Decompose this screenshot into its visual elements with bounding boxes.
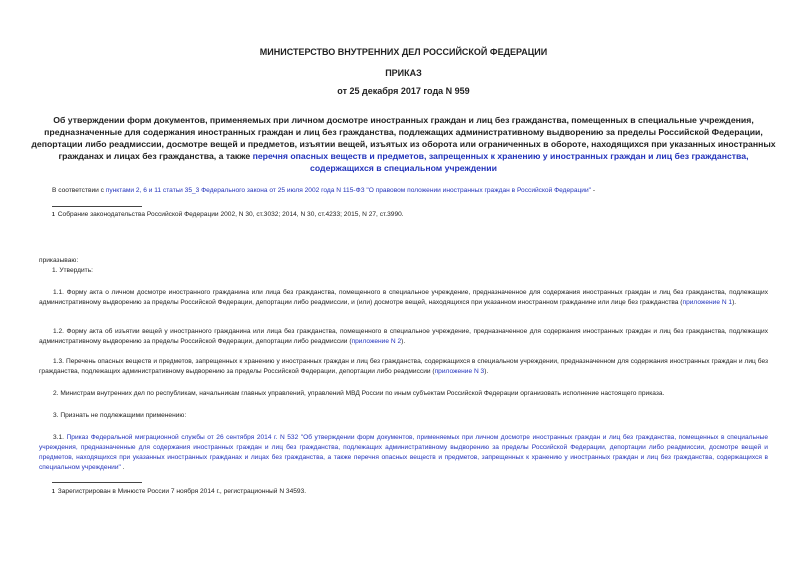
footnote-1-text: Собрание законодательства Российской Федерации 2002, N 30, ст.3032; 2014, N 30, ст.4233; 2015, N 27, ст.3990. bbox=[57, 211, 404, 218]
preamble-prefix: В соответствии с bbox=[52, 187, 106, 194]
item-3-1 bbox=[39, 433, 768, 473]
item-1-2-end: ). bbox=[401, 338, 406, 345]
item-1-2-link[interactable]: приложение N 2 bbox=[351, 338, 402, 345]
item-1: 1. Утвердить: bbox=[52, 267, 93, 274]
preamble-law-link[interactable]: пунктами 2, 6 и 11 статьи 35_3 Федерального закона от 25 июля 2002 года N 115-ФЗ "О правовом положении иностранных граждан в Российской Федерации" bbox=[105, 187, 591, 194]
order-word: приказываю: bbox=[39, 257, 79, 264]
footnote-2 bbox=[52, 487, 772, 497]
footnote-2-mark: 1 bbox=[52, 489, 55, 495]
footnote-divider bbox=[52, 206, 142, 207]
doc-type-heading: ПРИКАЗ bbox=[385, 68, 422, 78]
item-1-1 bbox=[39, 288, 768, 308]
item-3-1-prefix: 3.1. bbox=[53, 434, 67, 441]
item-1-2 bbox=[39, 327, 768, 347]
item-2: 2. Министрам внутренних дел по республикам, начальникам главных управлений, управлений МВД России по иным субъектам Российской Федерации организовать исполнение настоящего приказа. bbox=[53, 390, 665, 397]
item-1-3-link[interactable]: приложение N 3 bbox=[434, 368, 485, 375]
item-1-3-end: ). bbox=[484, 368, 489, 375]
item-3-1-end: . bbox=[120, 464, 125, 471]
doc-title-link[interactable]: перечня опасных веществ и предметов, запрещенных к хранению у иностранных граждан и лиц без гражданства, содержащихся в специальном учреждении bbox=[252, 151, 749, 173]
item-1-1-end: ). bbox=[732, 299, 737, 306]
preamble-suffix: - bbox=[591, 187, 596, 194]
footnote-1 bbox=[52, 210, 772, 220]
item-1-1-link[interactable]: приложение N 1 bbox=[682, 299, 733, 306]
item-1-3 bbox=[39, 357, 768, 377]
footnote-2-text: Зарегистрирован в Минюсте России 7 ноября 2014 г., регистрационный N 34593. bbox=[57, 488, 307, 495]
item-1-2-text: 1.2. Форму акта об изъятии вещей у иностранного гражданина или лица без гражданства, помещенного в специальное учреждение, предназначенное для содержания иностранных граждан и лиц без гражданства, подлежащих административному выдворению за пределы Российской Федерации, депортации либо реадмиссии ( bbox=[39, 328, 768, 345]
ministry-heading: МИНИСТЕРСТВО ВНУТРЕННИХ ДЕЛ РОССИЙСКОЙ ФЕДЕРАЦИИ bbox=[259, 47, 548, 57]
item-3-1-link[interactable]: Приказ Федеральной миграционной службы от 26 сентября 2014 г. N 532 "Об утверждении форм документов, применяемых при личном досмотре иностранных граждан и лиц без гражданства, помещенных в специальные учреждения, предназначенные для содержания иностранных граждан и лиц без гражданства, подлежащих административному выдворению за пределы Российской Федерации, депортации либо реадмиссии, досмотре вещей и предметов, находящихся при указанных иностранных гражданах и лицах без гражданства, а также перечня опасных веществ и предметов, запрещенных к хранению у иностранных граждан и лиц без гражданства, содержащихся в специальном учреждении" bbox=[39, 434, 768, 471]
item-1-1-text: 1.1. Форму акта о личном досмотре иностранного гражданина или лица без гражданства, помещенного в специальное учреждение, предназначенное для содержания иностранных граждан и лиц без гражданства, подлежащих административному выдворению за пределы Российской Федерации, депортации либо реадмиссии, и (или) досмотре вещей, находящихся при указанном иностранном гражданине или лице без гражданства ( bbox=[39, 289, 768, 306]
doc-title bbox=[30, 114, 777, 174]
item-1-3-text: 1.3. Перечень опасных веществ и предметов, запрещенных к хранению у иностранных граждан и лиц без гражданства, содержащихся в специальном учреждении, предназначенном для содержания иностранных граждан и лиц без гражданства, подлежащих административному выдворению за пределы Российской Федерации, депортации либо реадмиссии ( bbox=[39, 358, 768, 375]
doc-title-text: Об утверждении форм документов, применяемых при личном досмотре иностранных граждан и лиц без гражданства, помещенных в специальные учреждения, предназначенные для содержания иностранных граждан и лиц без гражданства, подлежащих административному выдворению за пределы Российской Федерации, депортации либо реадмиссии, досмотре вещей и предметов, изъятии вещей, изъятых из оборота или ограниченных в обороте, находящихся при указанных иностранных гражданах и лицах без гражданства, а также bbox=[31, 115, 776, 161]
footnote-1-mark: 1 bbox=[52, 212, 55, 218]
doc-date: от 25 декабря 2017 года N 959 bbox=[337, 86, 470, 96]
preamble bbox=[52, 186, 772, 196]
footnote-divider-2 bbox=[52, 482, 142, 483]
item-3: 3. Признать не подлежащими применению: bbox=[53, 412, 187, 419]
